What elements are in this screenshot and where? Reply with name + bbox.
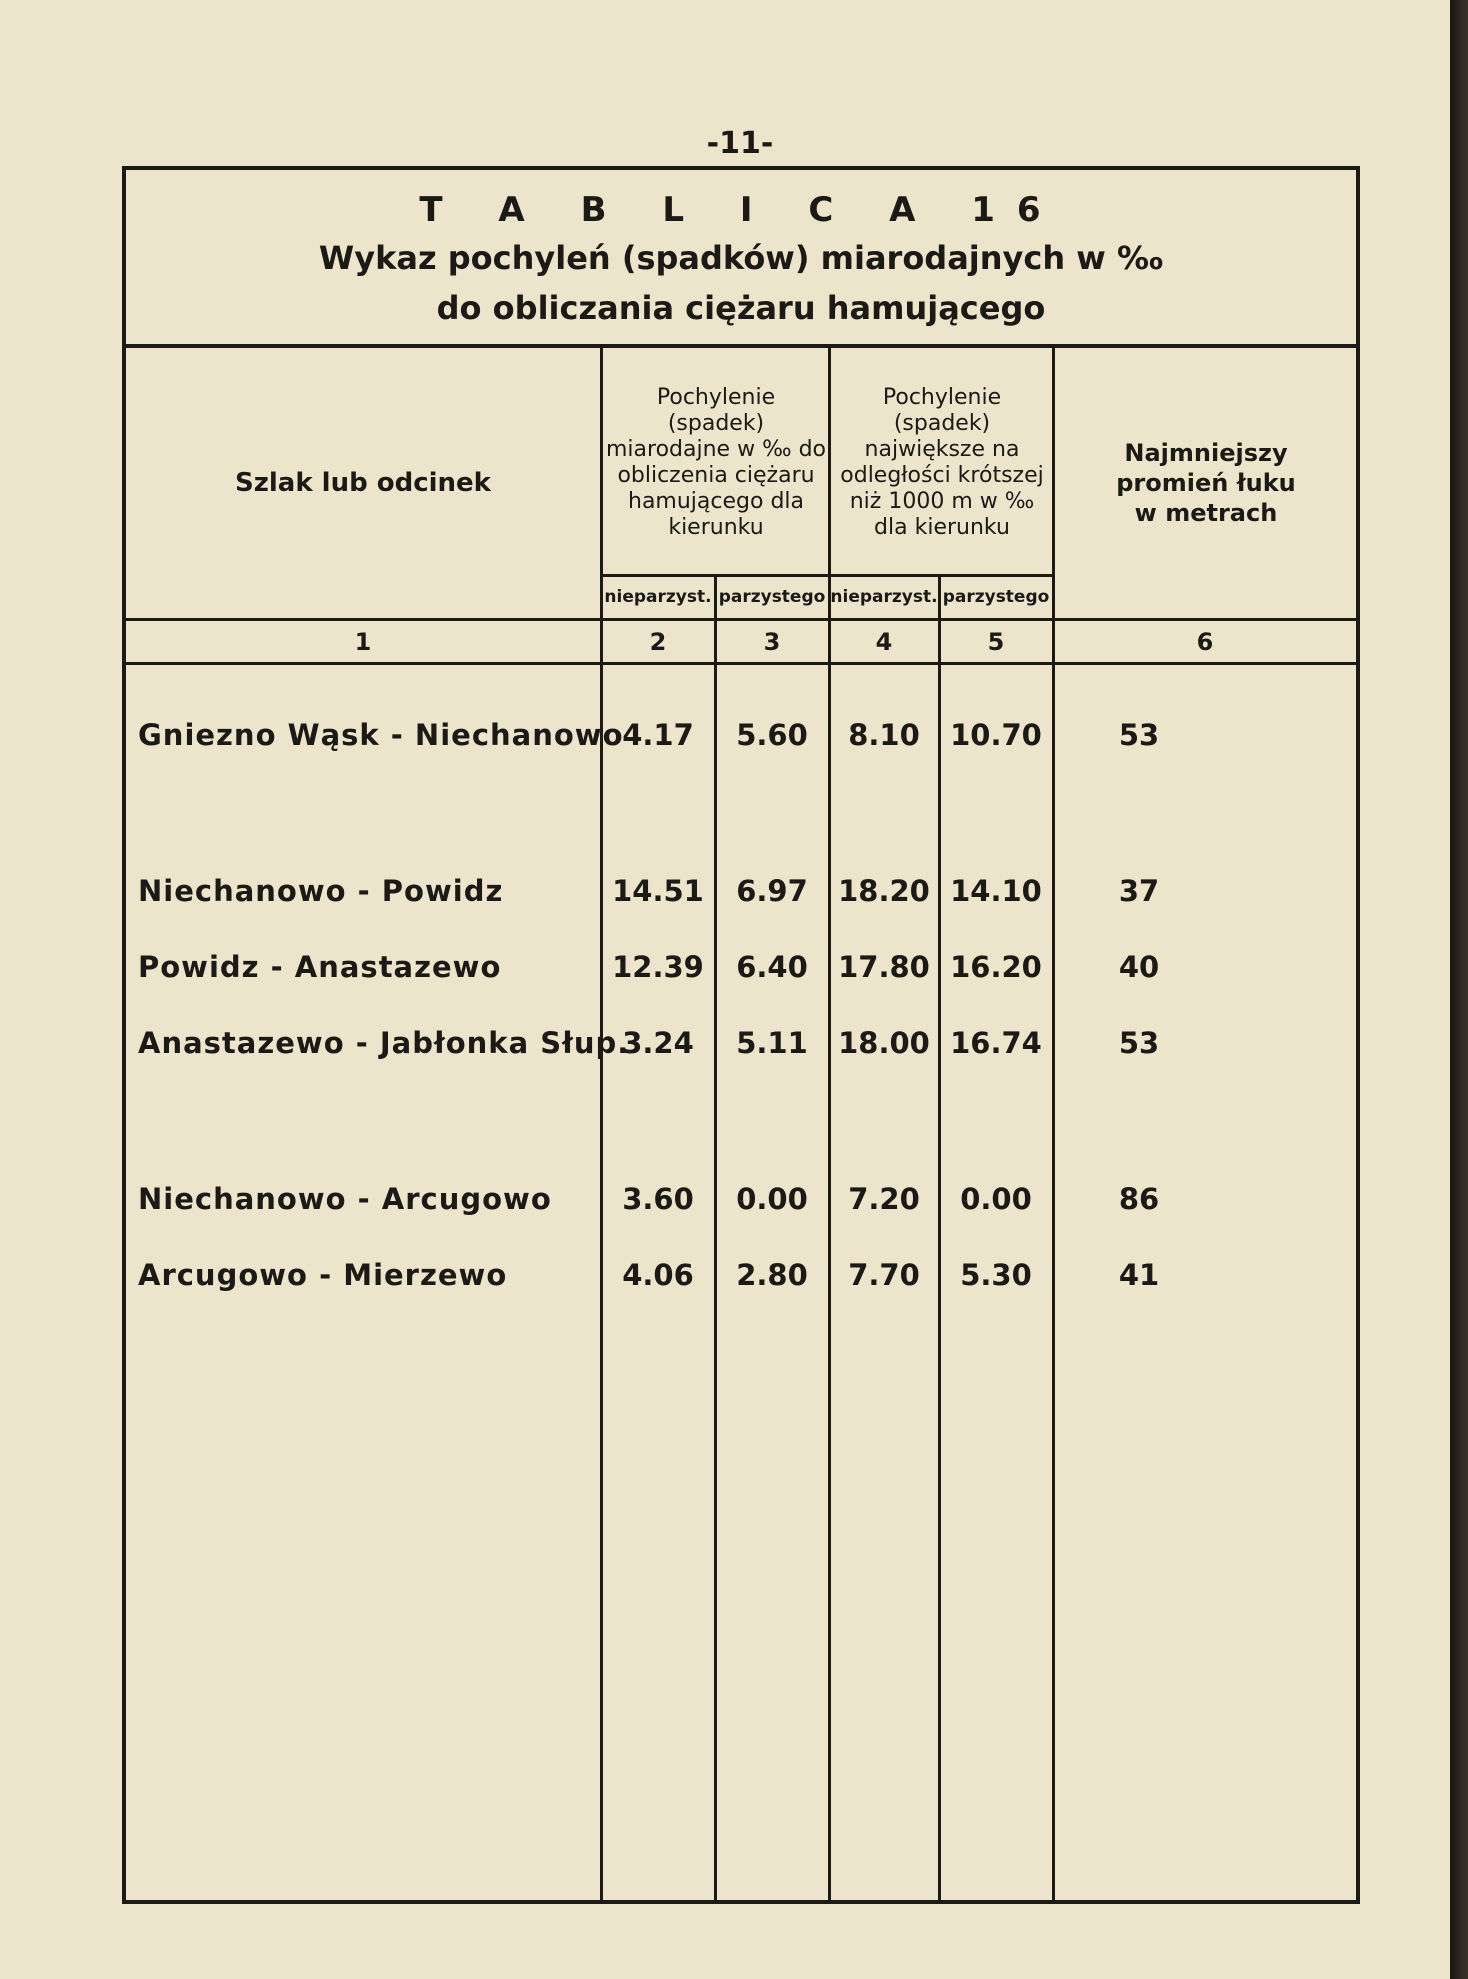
- header-ruling-gradient: Pochylenie (spadek) miarodajne w ‰ do obliczenia ciężaru hamującego dla kierunku: [606, 385, 826, 540]
- gradient-odd: 4.17: [622, 718, 694, 752]
- gradient-even: 5.60: [736, 718, 808, 752]
- gradient-even: 2.80: [736, 1258, 808, 1292]
- subheader-even: parzystego: [942, 587, 1050, 607]
- max-gradient-even: 10.70: [950, 718, 1042, 752]
- gradient-even: 5.11: [736, 1026, 808, 1060]
- subheader-odd: nieparzyst.: [604, 587, 712, 607]
- min-radius: 40: [1118, 950, 1160, 984]
- column-number-rule: [126, 662, 1356, 665]
- min-radius: 53: [1118, 718, 1160, 752]
- column-divider: [938, 574, 941, 1904]
- section-name: Arcugowo - Mierzewo: [138, 1258, 508, 1292]
- table-frame: [122, 166, 1360, 1904]
- section-name: Gniezno Wąsk - Niechanowo: [138, 718, 624, 752]
- min-radius: 53: [1118, 1026, 1160, 1060]
- table-row: [126, 1026, 1356, 1066]
- table-row: [126, 1182, 1356, 1222]
- max-gradient-odd: 18.20: [838, 874, 930, 908]
- subheader-odd: nieparzyst.: [830, 587, 938, 607]
- header-max-gradient: Pochylenie (spadek) największe na odległości krótszej niż 1000 m w ‰ dla kierunku: [840, 385, 1044, 540]
- table-label: T A B L I C A 16: [419, 190, 1063, 230]
- column-number: 1: [354, 627, 372, 656]
- column-number: 4: [875, 627, 893, 656]
- table-row: [126, 874, 1356, 914]
- table-row: [126, 718, 1356, 758]
- column-divider: [714, 574, 717, 1904]
- table-title-line-2: do obliczania ciężaru hamującego: [436, 289, 1046, 327]
- min-radius: 37: [1118, 874, 1160, 908]
- max-gradient-odd: 17.80: [838, 950, 930, 984]
- max-gradient-even: 16.74: [950, 1026, 1042, 1060]
- gradient-odd: 14.51: [612, 874, 704, 908]
- max-gradient-even: 14.10: [950, 874, 1042, 908]
- gradient-even: 0.00: [736, 1182, 808, 1216]
- section-name: Anastazewo - Jabłonka Słup.: [138, 1026, 630, 1060]
- section-name: Niechanowo - Powidz: [138, 874, 504, 908]
- column-number: 6: [1196, 627, 1214, 656]
- subheader-even: parzystego: [718, 587, 826, 607]
- max-gradient-odd: 18.00: [838, 1026, 930, 1060]
- gradient-even: 6.97: [736, 874, 808, 908]
- gradient-even: 6.40: [736, 950, 808, 984]
- section-name: Niechanowo - Arcugowo: [138, 1182, 552, 1216]
- section-name: Powidz - Anastazewo: [138, 950, 502, 984]
- min-radius: 86: [1118, 1182, 1160, 1216]
- table-title-block: [126, 170, 1356, 348]
- column-number: 2: [649, 627, 667, 656]
- max-gradient-odd: 8.10: [848, 718, 920, 752]
- column-number: 5: [987, 627, 1005, 656]
- column-divider: [1052, 348, 1055, 1904]
- table-row: [126, 1258, 1356, 1298]
- scan-edge: [1450, 0, 1468, 1979]
- table-title-line-1: Wykaz pochyleń (spadków) miarodajnych w ‰: [318, 239, 1164, 277]
- max-gradient-even: 0.00: [960, 1182, 1032, 1216]
- gradient-odd: 3.60: [622, 1182, 694, 1216]
- max-gradient-odd: 7.70: [848, 1258, 920, 1292]
- header-min-radius: Najmniejszy promień łuku w metrach: [1116, 439, 1296, 527]
- column-number: 3: [763, 627, 781, 656]
- max-gradient-even: 16.20: [950, 950, 1042, 984]
- page-number: -11-: [706, 126, 774, 161]
- max-gradient-even: 5.30: [960, 1258, 1032, 1292]
- min-radius: 41: [1118, 1258, 1160, 1292]
- gradient-odd: 4.06: [622, 1258, 694, 1292]
- gradient-odd: 3.24: [622, 1026, 694, 1060]
- max-gradient-odd: 7.20: [848, 1182, 920, 1216]
- header-section: Szlak lub odcinek: [235, 468, 491, 498]
- table-row: [126, 950, 1356, 990]
- gradient-odd: 12.39: [612, 950, 704, 984]
